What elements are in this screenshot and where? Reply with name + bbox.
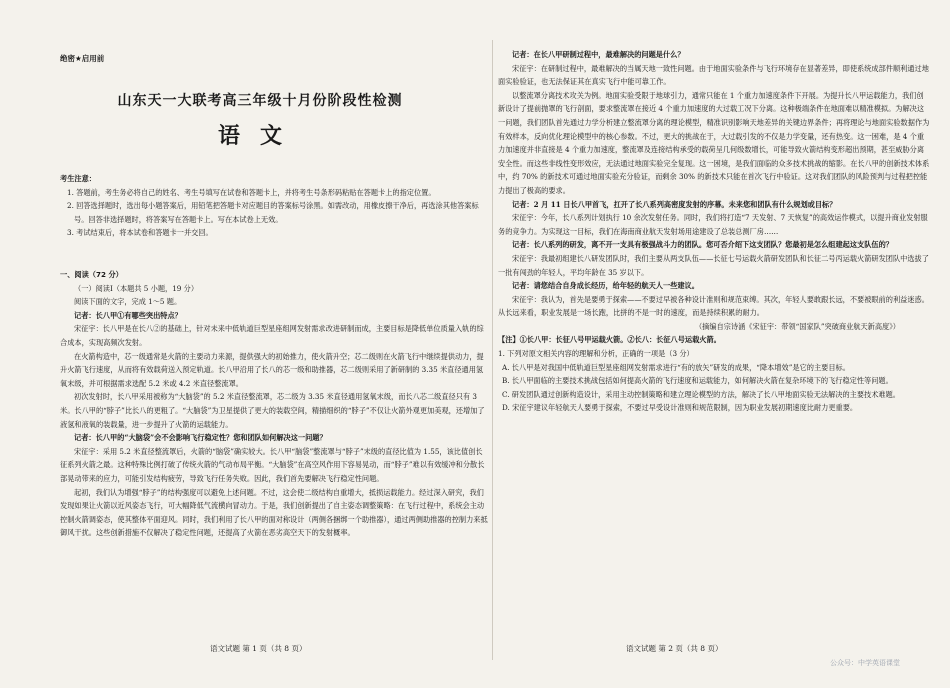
instruction: 阅读下面的文字，完成 1～5 题。	[74, 297, 182, 307]
page-divider	[492, 40, 493, 660]
footnote: 【注】①长八甲：长征八号甲运载火箭。②长八：长征八号运载火箭。	[498, 335, 721, 345]
passage-paragraph: 记者：长八系列的研发，离不开一支具有极强战斗力的团队。您可否介绍下这支团队？您最初是怎么组建起这支队伍的？	[512, 240, 893, 250]
confidential-label: 绝密★启用前	[60, 54, 105, 63]
passage-paragraph: 记者：在长八甲研制过程中，最难解决的问题是什么？	[512, 50, 685, 59]
option-d: D. 宋征宇建议年轻航天人要勇于探索，不要过早受设计准则和规范限制，因为职业发展初期速度比耐力更重要。	[502, 403, 858, 413]
page-2	[498, 0, 930, 688]
option-b: B. 长八甲面临的主要技术挑战包括如何提高火箭的飞行速度和运载能力，如何解决火箭在复杂环境下的飞行稳定性等问题。	[502, 376, 893, 386]
note-item: 3. 考试结束后，将本试卷和答题卡一并交回。	[67, 228, 213, 238]
page-footer: 语文试题 第 2 页（共 8 页）	[626, 644, 723, 653]
passage-paragraph: 宋征宇：采用 5.2 米直径整流罩后，火箭的“脑袋”确实较大。长八甲“脑袋”整流罩与“脖子”末级的直径比值为 1.55，该比值创长征系列火箭之最。这种特殊比例打破了传统火箭的气动布局平衡。“大脑袋”在高空风作用下容易晃动，而“脖子”难以有效缓冲和分散长部晃动带来的应力，可能引发结构疲劳，导致飞行任务失败。因此，我们首先要解决飞行稳定性问题。	[60, 446, 485, 483]
passage-paragraph: 记者：长八甲的“大脑袋”会不会影响飞行稳定性？您和团队如何解决这一问题？	[74, 433, 327, 443]
passage-paragraph: 以整流罩分离技术攻关为例。地面实验受限于地球引力，通常只能在 1 个重力加速度条件下开展。为提升长八甲运载能力，我们创新设计了提前抛罩的飞行剖面，要求整流罩在接近 4 个重力加速度的大过载工况下分离。这种极端条件在地面难以精准模拟。为解决这一问题，我们团队首先通过力学分析建立整流罩分离的理论模型，精准识别影响天地差异的关键边界条件；再将理论与地面实验数据作为有效样本，反向优化理论模型中的核心参数。不过，更大的挑战在于，大过载引发的不仅是力学变量，还有热变。这一困难，是 4 个重力加速度并非直接是 4 个重力加速度，整流罩及连接结构承受的载荷呈几何级数增长，可能导致火箭结构变形超出预期，甚至威胁分离安全性。而这些非线性变形效应，无法通过地面实验完全复现。这一困境，是我们面临的众多技术挑战的缩影。在长八甲的创新技术体系中，约 70% 的新技术可通过地面实验充分验证，而剩余 30% 的新技术只能在首次飞行中验证。这对我们团队的风险预判与过程把控能力提出了极高的要求。	[498, 90, 930, 195]
reading-section	[60, 268, 488, 540]
question-1: 1. 下列对原文相关内容的理解和分析，正确的一项是（3 分）	[498, 349, 694, 359]
passage-paragraph: 起初，我们认为增强“脖子”的结构强度可以避免上述问题。不过，这会使二级结构自重增大，抵损运载能力。经过深入研究，我们发现如果让火箭以近风姿态飞行，可大幅降低气流横向冒动力。于是，我们创新提出了自主姿态调整策略：在飞行过程中，系统会主动控制火箭调姿态，使其整体平面迎风。同时，我们利用了长八甲的面对称设计（两侧各捆绑一个助推器），通过两侧助推器的控制力来抵御风干扰。这些创新措施不仅解决了稳定性问题，还提高了火箭在恶劣高空天下的发射概率。	[60, 487, 488, 538]
passage-paragraph: 记者：2 月 11 日长八甲首飞，扛开了长八系列高密度发射的序幕。未来您和团队有什么规划或目标？	[512, 199, 837, 209]
watermark: 公众号：中学英语课堂	[830, 659, 900, 667]
subject-title: 语文	[217, 123, 302, 149]
passage-continued	[498, 48, 930, 415]
notes-title: 考生注意：	[60, 174, 96, 183]
section-heading: 一、阅读（72 分）	[60, 270, 123, 279]
passage-paragraph: 宋征宇：今年，长八系列计划执行 10 余次发射任务。同时，我们将打造“7 天发射、7 天恢复”的高效运作模式，以提升商业发射服务的竞争力。为实现这一目标，我们在海南商业航天发射场用途建设了总装总测厂房……	[498, 213, 928, 236]
passage-paragraph: 宋征宇：在研制过程中，最难解决的当属天地一致性问题。由于地面实验条件与飞行环境存在显著差异，即使系统成部件顺利通过地面实验验证，也无法保证其在真实飞行中能可靠工作。	[498, 63, 929, 87]
source-citation: （摘编自宗诗涵《宋征宇：带领“国家队”突破商业航天新高度》）	[694, 321, 900, 331]
passage-paragraph: 记者：长八甲①有哪些突出特点？	[74, 310, 182, 320]
note-item: 2. 回答选择题时，选出每小题答案后，用铅笔把答题卡对应题目的答案标号涂黑。如需改动，用橡皮擦干净后，再选涂其他答案标号。回答非选择题时，将答案写在答题卡上。写在本试卷上无效。	[67, 201, 479, 224]
exam-title: 山东天一大联考高三年级十月份阶段性检测	[117, 93, 403, 109]
subsection-heading: （一）阅读Ⅰ（本题共 5 小题，19 分）	[74, 283, 199, 293]
notes-block	[60, 172, 488, 240]
passage-paragraph: 宋征宇：长八甲是在长八②的基础上，针对未来中低轨道巨型星座组网发射需求改进研制而成，主要目标是降低单位质量入轨的综合成本，实现高频次发射。	[60, 324, 484, 347]
passage-paragraph: 宋征宇：我最初组建长八研发团队时，我们主要从两支队伍——长征七号运载火箭研发团队和长征二号丙运载火箭研发团队中选拔了一批有闯劲的年轻人，平均年龄在 35 岁以下。	[498, 253, 929, 277]
passage-paragraph: 初次发射时，长八甲采用被称为“大脑袋”的 5.2 米直径整流罩，芯二级为 3.35 米直径通用氢氧末级，而长八芯二级直径只有 3 米。长八甲的“脖子”比长八的更粗了。“大脑袋”为卫星提供了更大的装载空间，精描细织的“脖子”不仅让火箭外观更加美观，还增加了液氢和液氧的装载量，进一步提升了火箭的运载能力。	[60, 392, 485, 429]
note-item: 1. 答题前，考生务必将自己的姓名、考生号填写在试卷和答题卡上，并将考生号条形码粘贴在答题卡上的指定位置。	[67, 187, 436, 197]
passage-paragraph: 宋征宇：我认为，首先是要勇于探索——不要过早被各种设计准则和规范束缚。其次，年轻人要敢跟长远，不要被眼前的利益迷惑。从长远来看，职业发展是一场长跑，比拼的不是一时的速度，而是持续积累的耐力。	[498, 294, 929, 318]
option-a: A. 长八甲是对我国中低轨道巨型星座组网发射需求进行“有的放矢”研发的成果，“降本增效”是它的主要目标。	[502, 362, 850, 372]
page-footer: 语文试题 第 1 页（共 8 页）	[210, 644, 307, 653]
page-1	[60, 0, 488, 688]
passage-paragraph: 记者：请您结合自身成长经历，给年轻的航天人一些建议。	[512, 281, 699, 291]
passage-paragraph: 在火箭构造中，芯一级通常是火箭的主要动力来源，提供强大的初始推力，使火箭升空；芯二级则在火箭飞行中继续提供动力，提升火箭飞行速度，从而将有效载荷送入预定轨道。长八甲沿用了长八的芯一级和助推器，芯二级则采用了新研制的 3.35 米直径通用氢氧末级，并可根据需求选配 5.2 米或 4.2 米直径整流罩。	[60, 351, 484, 388]
option-c: C. 研发团队通过创新构造设计，采用主动控制策略和建立理论模型的方法，解决了长八甲地面实验无法解决的主要技术难题。	[502, 389, 900, 399]
